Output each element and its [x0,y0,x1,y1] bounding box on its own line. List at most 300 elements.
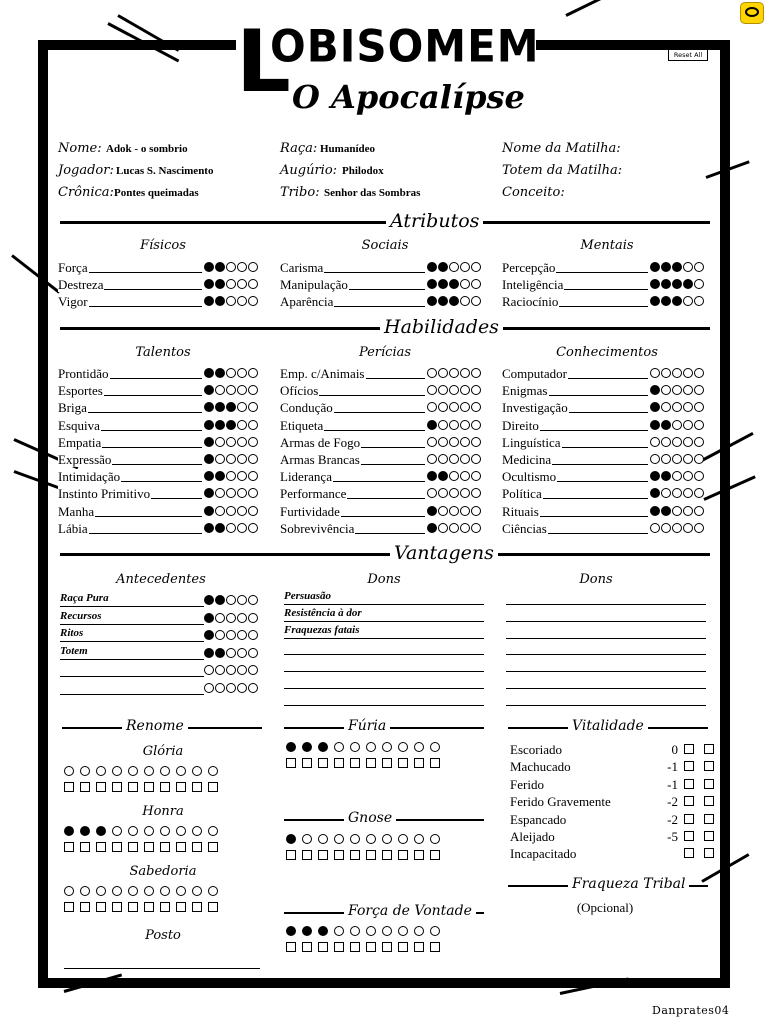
rating-dot[interactable] [215,385,225,395]
rating-dot[interactable] [427,368,437,378]
rating-dot[interactable] [438,262,448,272]
rating-dot[interactable] [449,296,459,306]
rating-dot[interactable] [226,683,236,693]
track-dot[interactable] [160,766,170,776]
rating-dot[interactable] [226,523,236,533]
rating-dot[interactable] [237,630,247,640]
track-box[interactable] [286,850,296,860]
rating-dot[interactable] [237,385,247,395]
track-dot[interactable] [350,742,360,752]
track-dot[interactable] [430,926,440,936]
gift-name[interactable]: Resistência à dor [284,606,362,619]
rating-dot[interactable] [248,630,258,640]
track-dot[interactable] [430,742,440,752]
rating-dot[interactable] [226,454,236,464]
rating-dot[interactable] [650,279,660,289]
health-box[interactable] [684,831,694,841]
rating-dot[interactable] [226,630,236,640]
rating-dot[interactable] [661,471,671,481]
info-value[interactable]: Lucas S. Nascimento [116,165,214,177]
rating-dot[interactable] [237,296,247,306]
rating-dot[interactable] [226,471,236,481]
rating-dot[interactable] [683,506,693,516]
track-dot[interactable] [208,886,218,896]
rating-dot[interactable] [694,523,704,533]
rating-dot[interactable] [683,368,693,378]
rating-dot[interactable] [248,471,258,481]
track-dot[interactable] [302,926,312,936]
rating-dot[interactable] [215,595,225,605]
rating-dot[interactable] [471,523,481,533]
dot-rating[interactable] [650,420,704,432]
background-name[interactable]: Ritos [60,627,84,639]
track-box[interactable] [176,902,186,912]
track-box[interactable] [128,842,138,852]
willpower-dots[interactable] [286,926,440,936]
rating-dot[interactable] [427,385,437,395]
rating-dot[interactable] [694,279,704,289]
track-dot[interactable] [192,886,202,896]
rating-dot[interactable] [460,296,470,306]
rating-dot[interactable] [226,385,236,395]
rating-dot[interactable] [215,506,225,516]
track-dot[interactable] [318,834,328,844]
rating-dot[interactable] [694,385,704,395]
rating-dot[interactable] [661,420,671,430]
rating-dot[interactable] [661,506,671,516]
rating-dot[interactable] [438,279,448,289]
rating-dot[interactable] [661,454,671,464]
rating-dot[interactable] [683,488,693,498]
rating-dot[interactable] [650,402,660,412]
rating-dot[interactable] [226,613,236,623]
track-box[interactable] [318,850,328,860]
background-name[interactable]: Totem [60,644,88,657]
rating-dot[interactable] [248,488,258,498]
track-box[interactable] [366,850,376,860]
health-box[interactable] [684,848,694,858]
rating-dot[interactable] [237,402,247,412]
rating-dot[interactable] [427,471,437,481]
track-dot[interactable] [414,926,424,936]
rating-dot[interactable] [683,279,693,289]
track-dot[interactable] [112,766,122,776]
track-dot[interactable] [208,766,218,776]
rating-dot[interactable] [683,437,693,447]
rating-dot[interactable] [204,613,214,623]
track-box[interactable] [80,842,90,852]
background-name[interactable]: Raça Pura [60,592,109,604]
rating-dot[interactable] [237,488,247,498]
dot-rating[interactable] [650,523,704,535]
rating-dot[interactable] [237,506,247,516]
rating-dot[interactable] [438,454,448,464]
rating-dot[interactable] [650,437,660,447]
dot-rating[interactable] [427,262,481,274]
track-box[interactable] [96,782,106,792]
dot-rating[interactable] [204,613,258,625]
rating-dot[interactable] [427,420,437,430]
rage-dots[interactable] [286,742,440,752]
rating-dot[interactable] [460,385,470,395]
track-box[interactable] [430,942,440,952]
rating-dot[interactable] [672,488,682,498]
rating-dot[interactable] [204,523,214,533]
track-box[interactable] [398,758,408,768]
rating-dot[interactable] [672,279,682,289]
rating-dot[interactable] [226,296,236,306]
health-box[interactable] [704,831,714,841]
dot-rating[interactable] [650,279,704,291]
gift-name[interactable]: Fraquezas fatais [284,623,360,636]
rating-dot[interactable] [226,665,236,675]
health-box[interactable] [684,814,694,824]
rating-dot[interactable] [204,595,214,605]
track-dot[interactable] [144,766,154,776]
info-value[interactable]: Senhor das Sombras [324,187,421,199]
rating-dot[interactable] [204,437,214,447]
rating-dot[interactable] [460,368,470,378]
rating-dot[interactable] [449,506,459,516]
rating-dot[interactable] [694,402,704,412]
background-name[interactable]: Recursos [60,609,102,622]
track-box[interactable] [192,782,202,792]
track-box[interactable] [382,850,392,860]
rating-dot[interactable] [438,437,448,447]
rating-dot[interactable] [650,471,660,481]
dot-rating[interactable] [427,385,481,397]
dot-rating[interactable] [650,488,704,500]
track-dot[interactable] [334,742,344,752]
track-box[interactable] [64,842,74,852]
rating-dot[interactable] [204,262,214,272]
track-box[interactable] [160,842,170,852]
rating-dot[interactable] [204,683,214,693]
rating-dot[interactable] [672,471,682,481]
rating-dot[interactable] [661,279,671,289]
rating-dot[interactable] [248,523,258,533]
dot-rating[interactable] [427,279,481,291]
rating-dot[interactable] [248,595,258,605]
track-box[interactable] [430,850,440,860]
rating-dot[interactable] [215,648,225,658]
rating-dot[interactable] [683,454,693,464]
rating-dot[interactable] [226,368,236,378]
track-box[interactable] [144,782,154,792]
track-box[interactable] [350,850,360,860]
track-dot[interactable] [80,826,90,836]
dot-rating[interactable] [650,402,704,414]
rating-dot[interactable] [471,385,481,395]
rating-dot[interactable] [237,613,247,623]
track-dot[interactable] [160,886,170,896]
renown-glory-boxes[interactable] [64,782,218,792]
renown-wisdom-boxes[interactable] [64,902,218,912]
rating-dot[interactable] [449,488,459,498]
track-dot[interactable] [160,826,170,836]
rating-dot[interactable] [650,506,660,516]
track-dot[interactable] [414,834,424,844]
dot-rating[interactable] [204,506,258,518]
health-box[interactable] [704,744,714,754]
rating-dot[interactable] [427,506,437,516]
rating-dot[interactable] [427,454,437,464]
rating-dot[interactable] [204,630,214,640]
renown-glory-dots[interactable] [64,766,218,776]
rating-dot[interactable] [661,296,671,306]
track-dot[interactable] [64,886,74,896]
rating-dot[interactable] [694,368,704,378]
track-dot[interactable] [398,834,408,844]
rating-dot[interactable] [215,296,225,306]
rating-dot[interactable] [215,488,225,498]
track-dot[interactable] [176,766,186,776]
track-dot[interactable] [96,766,106,776]
track-box[interactable] [80,902,90,912]
track-dot[interactable] [208,826,218,836]
rating-dot[interactable] [204,648,214,658]
track-box[interactable] [382,758,392,768]
rating-dot[interactable] [226,437,236,447]
rating-dot[interactable] [248,296,258,306]
health-box[interactable] [704,779,714,789]
rating-dot[interactable] [226,279,236,289]
track-dot[interactable] [398,742,408,752]
rating-dot[interactable] [237,368,247,378]
dot-rating[interactable] [204,683,258,695]
rating-dot[interactable] [215,279,225,289]
track-dot[interactable] [382,742,392,752]
track-box[interactable] [398,850,408,860]
rating-dot[interactable] [460,523,470,533]
health-box[interactable] [704,761,714,771]
rating-dot[interactable] [204,385,214,395]
track-box[interactable] [334,758,344,768]
rating-dot[interactable] [248,262,258,272]
rating-dot[interactable] [694,437,704,447]
rating-dot[interactable] [694,296,704,306]
rating-dot[interactable] [204,506,214,516]
track-dot[interactable] [366,742,376,752]
dot-rating[interactable] [427,437,481,449]
rating-dot[interactable] [683,262,693,272]
rating-dot[interactable] [672,262,682,272]
track-box[interactable] [192,902,202,912]
rating-dot[interactable] [427,488,437,498]
rating-dot[interactable] [427,262,437,272]
rating-dot[interactable] [471,420,481,430]
track-box[interactable] [128,902,138,912]
rating-dot[interactable] [438,523,448,533]
rating-dot[interactable] [449,279,459,289]
dot-rating[interactable] [427,506,481,518]
rating-dot[interactable] [215,454,225,464]
rating-dot[interactable] [237,454,247,464]
rating-dot[interactable] [683,385,693,395]
rating-dot[interactable] [460,279,470,289]
rating-dot[interactable] [694,506,704,516]
health-box[interactable] [684,796,694,806]
track-box[interactable] [334,850,344,860]
rating-dot[interactable] [471,471,481,481]
track-box[interactable] [286,758,296,768]
rating-dot[interactable] [672,506,682,516]
dot-rating[interactable] [204,420,258,432]
rating-dot[interactable] [650,368,660,378]
dot-rating[interactable] [204,471,258,483]
track-dot[interactable] [302,834,312,844]
dot-rating[interactable] [427,523,481,535]
rating-dot[interactable] [650,262,660,272]
rating-dot[interactable] [215,262,225,272]
rating-dot[interactable] [694,488,704,498]
dot-rating[interactable] [427,488,481,500]
rating-dot[interactable] [237,665,247,675]
rating-dot[interactable] [650,454,660,464]
rating-dot[interactable] [661,402,671,412]
rating-dot[interactable] [449,454,459,464]
reset-all-button[interactable]: Reset All [668,49,708,61]
rating-dot[interactable] [661,368,671,378]
rating-dot[interactable] [204,471,214,481]
info-value[interactable]: Adok - o sombrio [106,143,188,155]
rating-dot[interactable] [427,402,437,412]
track-box[interactable] [414,850,424,860]
track-dot[interactable] [334,926,344,936]
rating-dot[interactable] [248,648,258,658]
rating-dot[interactable] [471,488,481,498]
track-box[interactable] [398,942,408,952]
rating-dot[interactable] [204,296,214,306]
rating-dot[interactable] [215,630,225,640]
rating-dot[interactable] [449,368,459,378]
rating-dot[interactable] [449,471,459,481]
track-dot[interactable] [382,834,392,844]
dot-rating[interactable] [204,437,258,449]
track-box[interactable] [128,782,138,792]
health-box[interactable] [704,848,714,858]
track-dot[interactable] [414,742,424,752]
rating-dot[interactable] [683,420,693,430]
rating-dot[interactable] [215,523,225,533]
track-box[interactable] [208,842,218,852]
track-dot[interactable] [80,766,90,776]
track-box[interactable] [208,902,218,912]
rating-dot[interactable] [226,506,236,516]
track-dot[interactable] [96,826,106,836]
track-box[interactable] [302,850,312,860]
track-box[interactable] [64,782,74,792]
info-value[interactable]: Philodox [342,165,384,177]
rating-dot[interactable] [460,262,470,272]
rating-dot[interactable] [248,454,258,464]
info-value[interactable]: Humanídeo [320,143,376,155]
rating-dot[interactable] [427,523,437,533]
rating-dot[interactable] [460,437,470,447]
track-dot[interactable] [366,834,376,844]
rating-dot[interactable] [438,471,448,481]
track-box[interactable] [160,902,170,912]
rating-dot[interactable] [449,385,459,395]
rating-dot[interactable] [226,595,236,605]
rating-dot[interactable] [650,523,660,533]
rating-dot[interactable] [226,648,236,658]
rating-dot[interactable] [427,279,437,289]
rating-dot[interactable] [672,296,682,306]
track-dot[interactable] [430,834,440,844]
track-dot[interactable] [318,742,328,752]
rating-dot[interactable] [248,279,258,289]
dot-rating[interactable] [204,630,258,642]
track-box[interactable] [192,842,202,852]
rating-dot[interactable] [449,262,459,272]
rating-dot[interactable] [215,471,225,481]
track-dot[interactable] [286,742,296,752]
rating-dot[interactable] [672,420,682,430]
rating-dot[interactable] [427,437,437,447]
rating-dot[interactable] [215,402,225,412]
rating-dot[interactable] [248,402,258,412]
health-box[interactable] [684,761,694,771]
rating-dot[interactable] [672,368,682,378]
rating-dot[interactable] [248,683,258,693]
track-dot[interactable] [128,766,138,776]
gnosis-boxes[interactable] [286,850,440,860]
rating-dot[interactable] [215,420,225,430]
track-dot[interactable] [398,926,408,936]
track-dot[interactable] [350,834,360,844]
rating-dot[interactable] [438,368,448,378]
rating-dot[interactable] [460,420,470,430]
track-box[interactable] [160,782,170,792]
rating-dot[interactable] [471,402,481,412]
rating-dot[interactable] [471,262,481,272]
gnosis-dots[interactable] [286,834,440,844]
track-box[interactable] [286,942,296,952]
track-dot[interactable] [192,766,202,776]
renown-honor-boxes[interactable] [64,842,218,852]
track-box[interactable] [64,902,74,912]
rating-dot[interactable] [471,296,481,306]
rating-dot[interactable] [460,454,470,464]
track-dot[interactable] [128,826,138,836]
willpower-boxes[interactable] [286,942,440,952]
track-dot[interactable] [192,826,202,836]
track-box[interactable] [318,942,328,952]
rating-dot[interactable] [650,420,660,430]
rating-dot[interactable] [661,488,671,498]
track-box[interactable] [414,758,424,768]
track-dot[interactable] [80,886,90,896]
rating-dot[interactable] [237,262,247,272]
dot-rating[interactable] [204,648,258,660]
dot-rating[interactable] [427,368,481,380]
health-box[interactable] [684,744,694,754]
rating-dot[interactable] [204,420,214,430]
rating-dot[interactable] [248,506,258,516]
rating-dot[interactable] [471,437,481,447]
rating-dot[interactable] [683,296,693,306]
track-dot[interactable] [64,766,74,776]
rating-dot[interactable] [438,506,448,516]
rating-dot[interactable] [248,368,258,378]
rating-dot[interactable] [248,420,258,430]
dot-rating[interactable] [650,385,704,397]
rating-dot[interactable] [427,296,437,306]
rating-dot[interactable] [204,402,214,412]
track-dot[interactable] [112,826,122,836]
dot-rating[interactable] [427,454,481,466]
